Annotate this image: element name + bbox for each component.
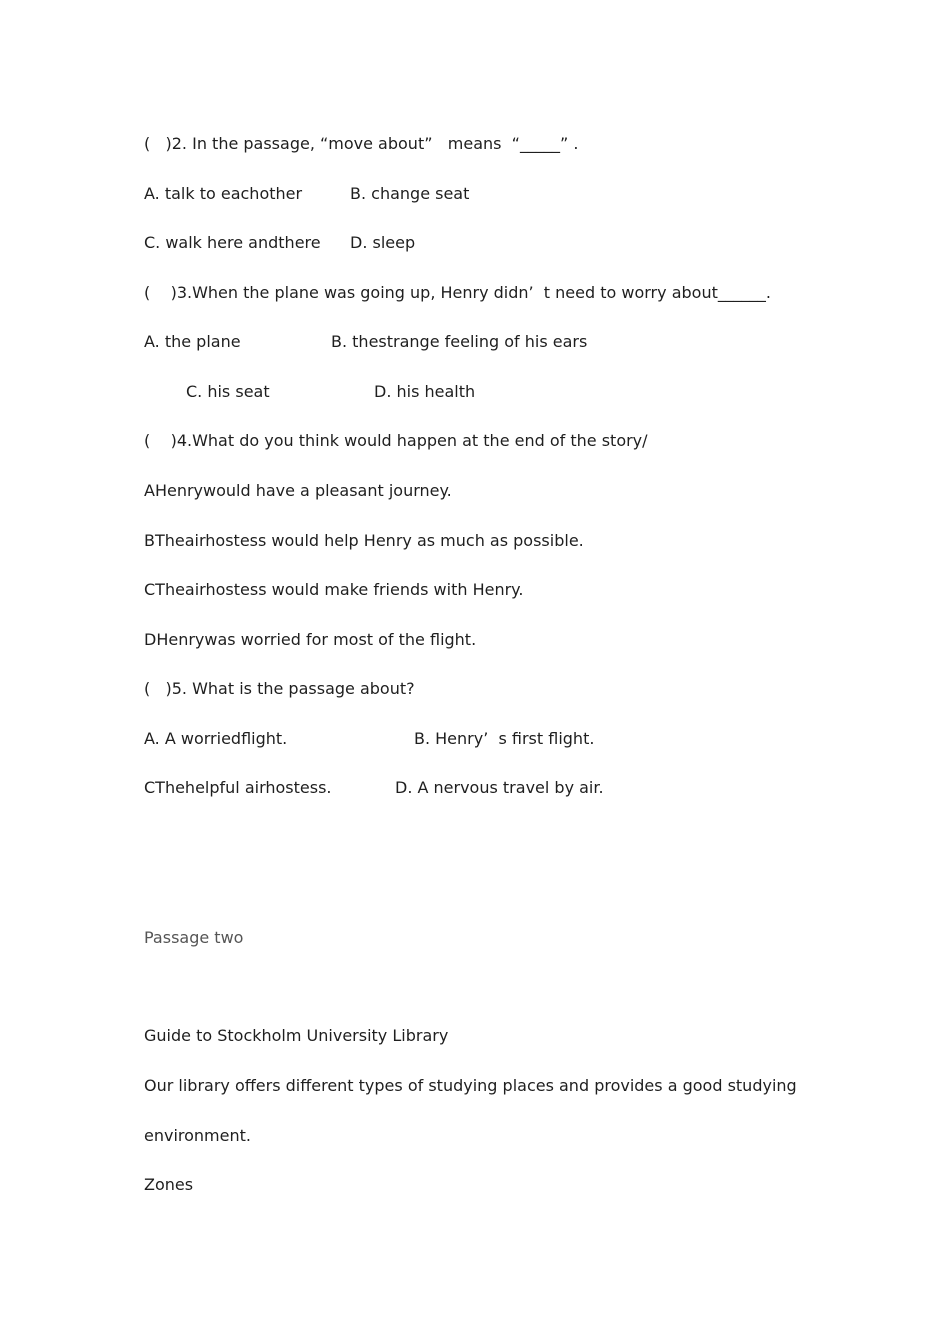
question-3-stem: ( )3.When the plane was going up, Henry didn’ t need to worry about______. <box>144 283 771 302</box>
question-3-option-d: D. his health <box>374 382 476 401</box>
question-2-option-c: C. walk here andthere <box>144 233 321 252</box>
question-3-option-a: A. the plane <box>144 332 241 351</box>
question-2-option-d: D. sleep <box>350 233 416 252</box>
question-4-option-b: BTheairhostess would help Henry as much as possible. <box>144 531 584 550</box>
question-5-option-a: A. A worriedflight. <box>144 729 288 748</box>
question-5-option-c: CThehelpful airhostess. <box>144 778 332 797</box>
passage-two-zones-heading: Zones <box>144 1175 194 1194</box>
question-5-option-b: B. Henry’ s first flight. <box>414 729 595 748</box>
passage-two-paragraph-line-1: Our library offers different types of studying places and provides a good studying <box>144 1076 797 1095</box>
question-2-stem: ( )2. In the passage, “move about” means “_____” . <box>144 134 579 153</box>
question-2-option-a: A. talk to eachother <box>144 184 303 203</box>
question-2-option-b: B. change seat <box>350 184 470 203</box>
question-5-stem: ( )5. What is the passage about? <box>144 679 415 698</box>
question-3-option-c: C. his seat <box>186 382 270 401</box>
question-3-option-b: B. thestrange feeling of his ears <box>331 332 588 351</box>
passage-two-heading: Passage two <box>144 928 244 947</box>
question-5-option-d: D. A nervous travel by air. <box>395 778 604 797</box>
passage-two-paragraph-line-2: environment. <box>144 1126 251 1145</box>
question-4-option-a: AHenrywould have a pleasant journey. <box>144 481 452 500</box>
question-4-option-d: DHenrywas worried for most of the flight. <box>144 630 477 649</box>
passage-two-title: Guide to Stockholm University Library <box>144 1026 449 1045</box>
question-4-option-c: CTheairhostess would make friends with Henry. <box>144 580 524 599</box>
question-4-stem: ( )4.What do you think would happen at the end of the story/ <box>144 431 648 450</box>
